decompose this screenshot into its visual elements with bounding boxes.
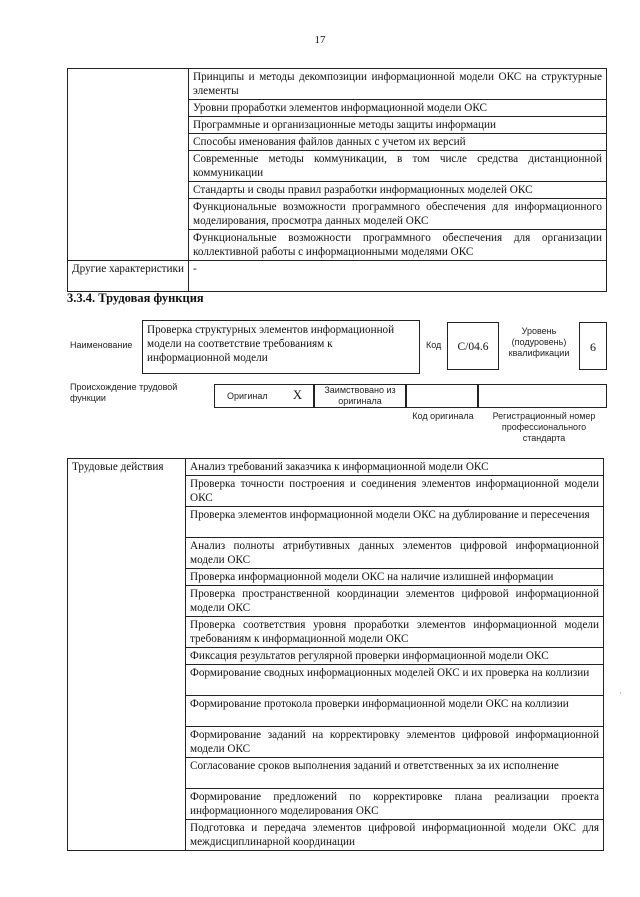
labor-action-item: Проверка элементов информационной модели ОКС на дублирование и пересечения [186, 507, 604, 538]
labor-action-item: Анализ полноты атрибутивных данных элементов цифровой информационной модели ОКС [186, 538, 604, 569]
other-characteristics-value: - [189, 261, 607, 292]
labor-action-item: Проверка точности построения и соединения элементов информационной модели ОКС [186, 476, 604, 507]
knowledge-item: Современные методы коммуникации, в том числе средства дистанционной коммуникации [189, 151, 607, 182]
labor-action-item: Проверка соответствия уровня проработки элементов информационной модели требованиям к информационной модели ОКС [186, 617, 604, 648]
labor-action-item: Проверка информационной модели ОКС на наличие излишней информации [186, 569, 604, 586]
labor-action-item: Фиксация результатов регулярной проверки информационной модели ОКС [186, 648, 604, 665]
labor-action-item: Формирование сводных информационных моделей ОКС и их проверка на коллизии [186, 665, 604, 696]
knowledge-item: Уровни проработки элементов информационной модели ОКС [189, 100, 607, 117]
section-heading: 3.3.4. Трудовая функция [67, 291, 204, 305]
origin-label: Происхождение трудовой функции [70, 382, 178, 403]
labor-actions-table [67, 458, 604, 851]
scan-dot: · [619, 689, 622, 698]
other-characteristics-label: Другие характеристики [68, 261, 189, 292]
borrowed-label: Заимствовано из оригинала [324, 385, 396, 406]
reg-number-box [478, 384, 607, 408]
reg-number-caption: Регистрационный номер профессионального стандарта [492, 411, 596, 443]
labor-action-item: Подготовка и передача элементов цифровой информационной модели ОКС для междисциплинарной координации [186, 820, 604, 851]
table-row [68, 459, 604, 476]
labor-action-item: Анализ требований заказчика к информационной модели ОКС [186, 459, 604, 476]
table-row [68, 261, 607, 292]
original-mark: X [293, 388, 303, 402]
original-label: Оригинал [227, 391, 268, 401]
qualification-level-label: Уровень (подуровень) квалификации [508, 326, 570, 358]
knowledge-item: Программные и организационные методы защиты информации [189, 117, 607, 134]
original-box [214, 384, 314, 408]
labor-actions-label: Трудовые действия [68, 459, 186, 851]
labor-action-item: Формирование заданий на корректировку элементов цифровой информационной модели ОКС [186, 727, 604, 758]
qualification-level-box: 6 [579, 322, 607, 370]
code-label: Код [426, 340, 442, 350]
knowledge-item: Принципы и методы декомпозиции информационной модели ОКС на структурные элементы [189, 69, 607, 100]
labor-action-item: Формирование протокола проверки информационной модели ОКС на коллизии [186, 696, 604, 727]
function-name-box: Проверка структурных элементов информационной модели на соответствие требованиям к информационной модели [142, 320, 420, 374]
knowledge-item: Стандарты и своды правил разработки информационных моделей ОКС [189, 182, 607, 199]
borrowed-box [314, 384, 406, 408]
knowledge-table [67, 68, 607, 292]
labor-action-item: Формирование предложений по корректировке плана реализации проекта информационного моделирования ОКС [186, 789, 604, 820]
code-original-caption: Код оригинала [412, 411, 474, 421]
empty-label-cell [68, 69, 189, 261]
name-label: Наименование [70, 340, 133, 350]
knowledge-item: Функциональные возможности программного обеспечения для информационного моделирования, просмотра данных моделей ОКС [189, 199, 607, 230]
labor-action-item: Согласование сроков выполнения заданий и ответственных за их исполнение [186, 758, 604, 789]
function-code-box: С/04.6 [447, 322, 499, 370]
knowledge-item: Функциональные возможности программного обеспечения для организации коллективной работы с информационными моделями ОКС [189, 230, 607, 261]
code-original-box [406, 384, 478, 408]
knowledge-item: Способы именования файлов данных с учетом их версий [189, 134, 607, 151]
labor-action-item: Проверка пространственной координации элементов цифровой информационной модели ОКС [186, 586, 604, 617]
page-number: 17 [314, 34, 326, 46]
table-row [68, 69, 607, 100]
